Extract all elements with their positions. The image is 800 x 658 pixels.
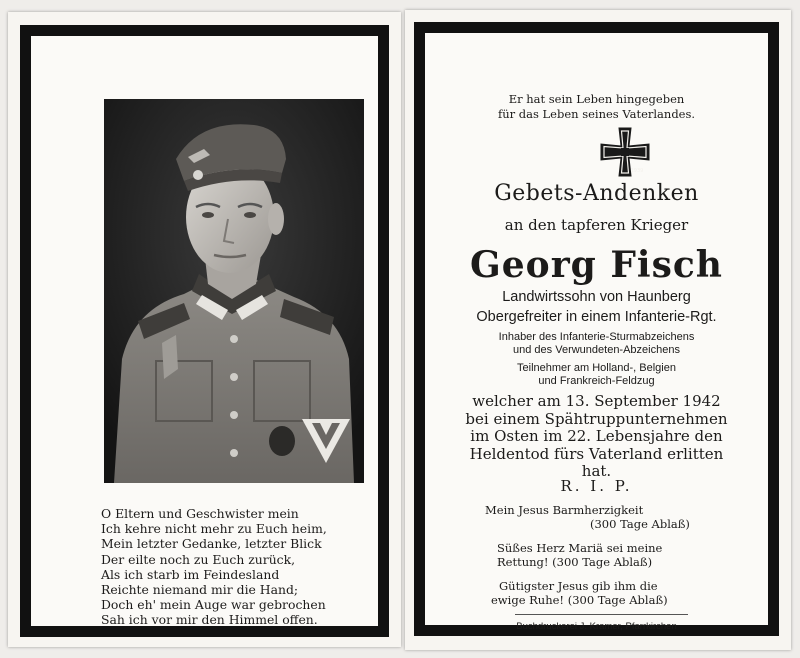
right-card bbox=[405, 10, 791, 650]
prayer-line: Mein Jesus Barmherzigkeit bbox=[485, 503, 644, 517]
poem-line: Sah ich vor mir den Himmel offen. bbox=[101, 612, 318, 628]
poem-line: O Eltern und Geschwister mein bbox=[101, 506, 299, 521]
poem bbox=[101, 506, 381, 628]
prayer-line: Süßes Herz Mariä sei meine bbox=[497, 541, 663, 555]
decorations bbox=[425, 331, 768, 357]
card-subtitle: an den tapferen Krieger bbox=[504, 216, 689, 234]
card-title: Gebets-Andenken bbox=[494, 181, 699, 206]
divider-rule bbox=[515, 614, 688, 615]
tagline-line: Er hat sein Leben hingegeben bbox=[508, 92, 685, 106]
soldier-portrait-photo bbox=[104, 99, 364, 483]
poem-line: Der eilte noch zu Euch zurück, bbox=[101, 551, 296, 567]
prayer-line: Gütigster Jesus gib ihm die bbox=[499, 579, 658, 593]
campaign-line: und Frankreich-Feldzug bbox=[538, 375, 655, 387]
poem-line: Doch eh' mein Auge war gebrochen bbox=[101, 597, 326, 613]
decoration-line: Inhaber des Infanterie-Sturmabzeichens bbox=[498, 331, 695, 343]
death-text-line: Heldentod fürs Vaterland erlitten bbox=[469, 444, 724, 463]
prayer bbox=[425, 541, 768, 569]
death-text-line: welcher am 13. September 1942 bbox=[472, 392, 721, 410]
prayer bbox=[425, 579, 768, 607]
cross-year: 1939 bbox=[630, 168, 644, 174]
death-text bbox=[425, 393, 768, 481]
iron-cross-icon bbox=[599, 126, 651, 178]
campaigns bbox=[425, 362, 768, 388]
prayer-line: (300 Tage Ablaß) bbox=[590, 517, 690, 531]
printer-credit: Buchdruckerei J. Kramer, Pfarrkirchen bbox=[516, 621, 677, 632]
left-card bbox=[8, 12, 401, 647]
decoration-line: und des Verwundeten-Abzeichens bbox=[513, 344, 680, 356]
origin-line: Landwirtssohn von Haunberg bbox=[502, 289, 691, 305]
poem-line: Mein letzter Gedanke, letzter Blick bbox=[101, 536, 322, 552]
poem-line: Ich kehre nicht mehr zu Euch heim, bbox=[101, 521, 327, 537]
prayer-line: Rettung! (300 Tage Ablaß) bbox=[497, 555, 653, 569]
right-mourning-border bbox=[414, 22, 779, 636]
campaign-line: Teilnehmer am Holland-, Belgien bbox=[517, 362, 676, 374]
tagline-line: für das Leben seines Vaterlandes. bbox=[497, 107, 696, 121]
prayer bbox=[425, 503, 768, 531]
death-text-line: im Osten im 22. Lebensjahre den bbox=[470, 427, 723, 446]
poem-line: Reichte niemand mir die Hand; bbox=[101, 582, 299, 598]
death-text-line: bei einem Spähtruppunternehmen bbox=[465, 409, 728, 428]
left-mourning-border bbox=[20, 25, 389, 637]
rank-line: Obergefreiter in einem Infanterie-Rgt. bbox=[476, 309, 717, 325]
prayer-line: ewige Ruhe! (300 Tage Ablaß) bbox=[491, 593, 668, 607]
death-text-line: hat. bbox=[581, 462, 612, 481]
poem-line: Als ich starb im Feindesland bbox=[101, 566, 280, 582]
tagline bbox=[425, 92, 768, 122]
rip-text: R. I. P. bbox=[560, 477, 633, 495]
deceased-name: Georg Fisch bbox=[470, 244, 723, 286]
